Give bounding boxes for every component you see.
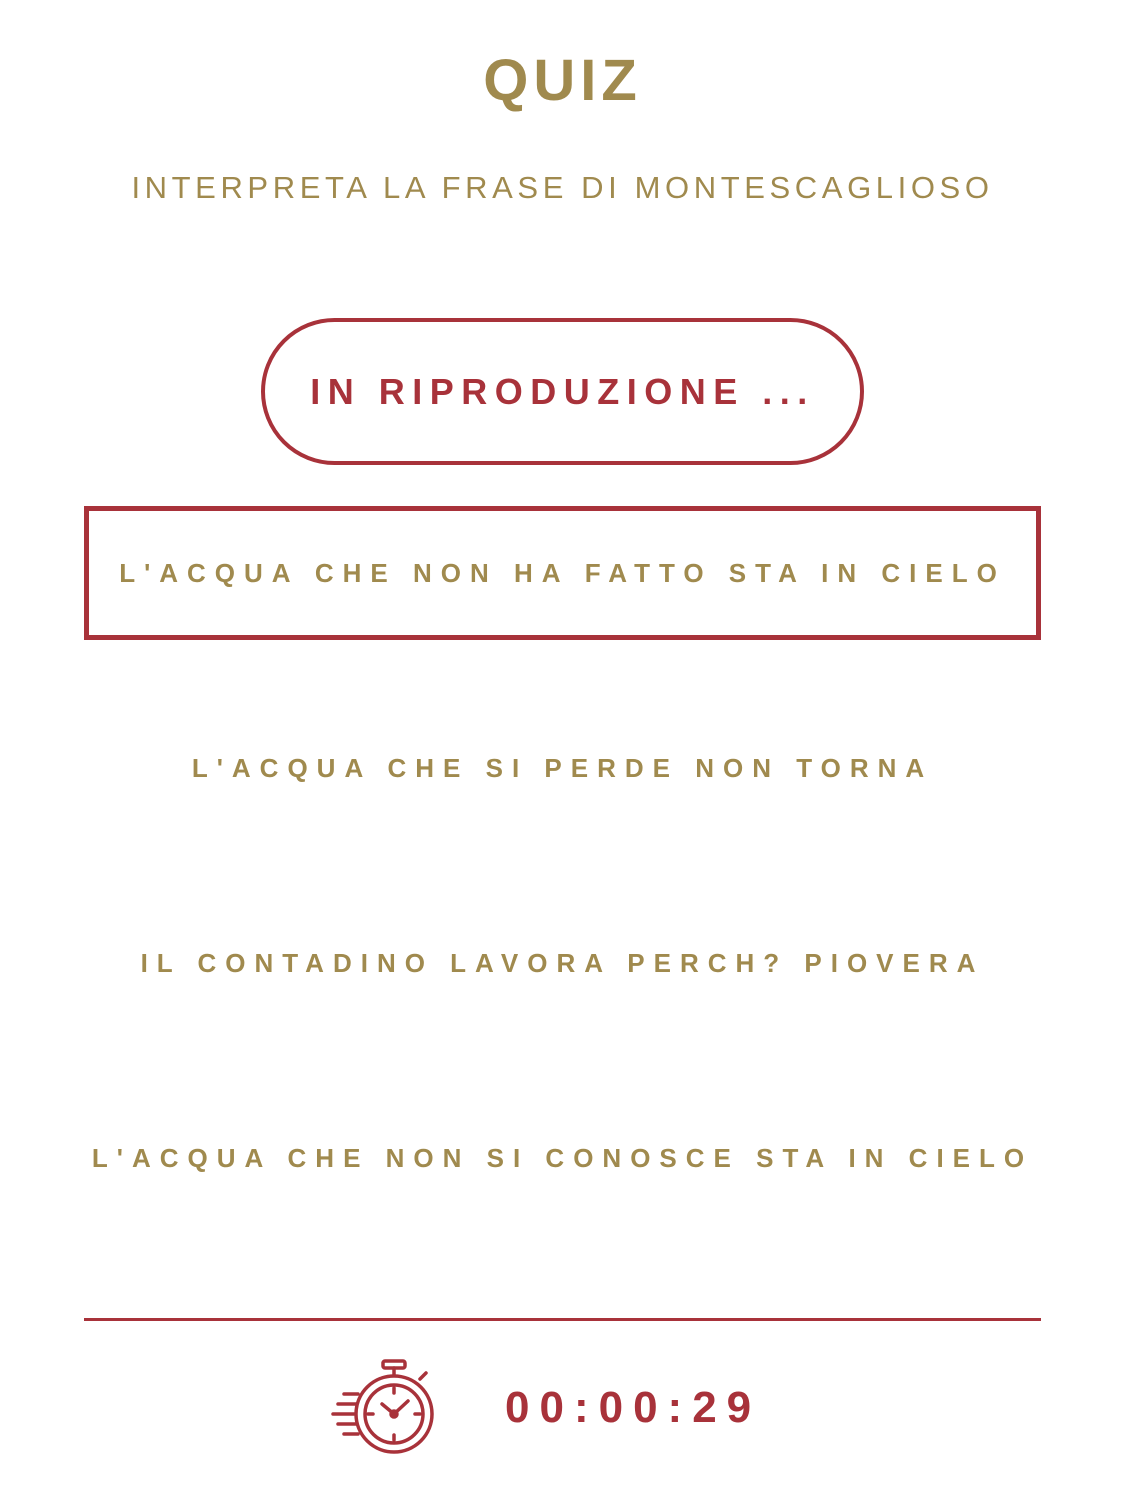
answer-option-label: L'ACQUA CHE NON SI CONOSCE STA IN CIELO	[91, 1142, 1034, 1173]
answer-option-1[interactable]	[84, 506, 1041, 640]
answer-option-3[interactable]	[84, 896, 1041, 1030]
playback-status-button[interactable]	[261, 318, 864, 465]
quiz-subtitle: INTERPRETA LA FRASE DI MONTESCAGLIOSO	[131, 170, 994, 205]
footer-divider	[84, 1318, 1041, 1321]
answer-option-label: L'ACQUA CHE NON HA FATTO STA IN CIELO	[119, 557, 1006, 588]
answer-option-2[interactable]	[84, 701, 1041, 835]
playback-status-label: IN RIPRODUZIONE ...	[310, 370, 815, 412]
answer-option-4[interactable]	[84, 1091, 1041, 1225]
timer-display: 00:00:29	[505, 1383, 762, 1432]
stopwatch-icon	[330, 1358, 440, 1458]
answer-option-label: IL CONTADINO LAVORA PERCH? PIOVERA	[140, 947, 985, 978]
answer-option-label: L'ACQUA CHE SI PERDE NON TORNA	[191, 752, 934, 783]
page-title: QUIZ	[483, 48, 642, 113]
